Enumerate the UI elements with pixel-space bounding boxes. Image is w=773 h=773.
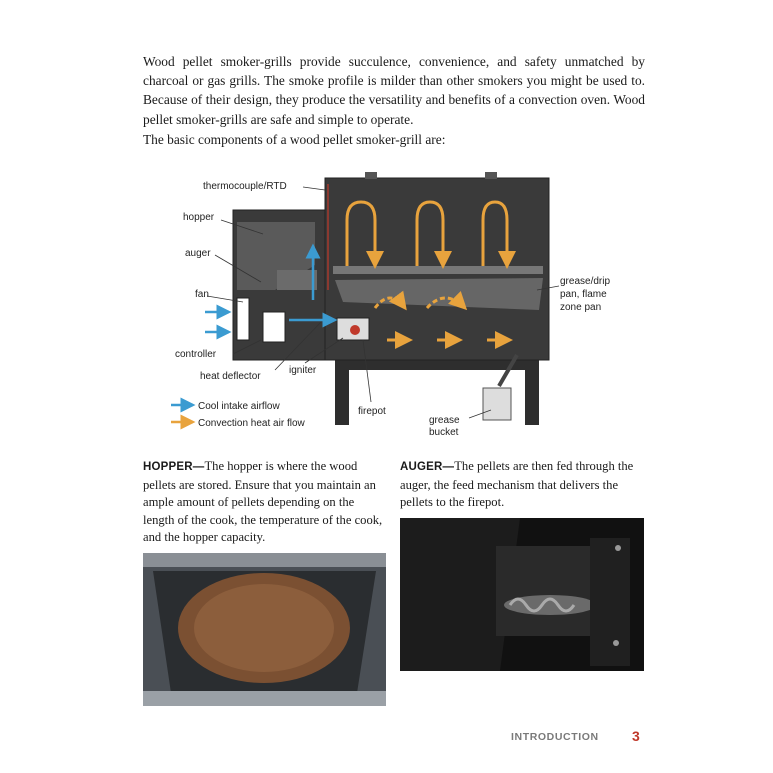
- smoker-grill-diagram: [165, 170, 625, 445]
- auger-text: The pellets are then fed through the auger, the feed mechanism that delivers the pellets to the firepot.: [400, 459, 634, 510]
- auger-description: [400, 458, 645, 512]
- label-igniter: igniter: [289, 365, 317, 376]
- auger-photo: [400, 518, 644, 671]
- svg-text:bucket: bucket: [429, 427, 459, 438]
- label-firepot: firepot: [358, 406, 386, 417]
- label-heat-deflector: heat deflector: [200, 371, 261, 382]
- leg-left: [335, 365, 349, 425]
- components-lead: The basic components of a wood pellet smoker-grill are:: [143, 132, 446, 147]
- cooking-grate: [333, 266, 543, 274]
- label-thermocouple: thermocouple/RTD: [203, 181, 287, 192]
- label-hopper: hopper: [183, 212, 215, 223]
- label-grease-pan: grease/drip: [560, 276, 611, 287]
- auger-heading: AUGER—: [400, 461, 455, 473]
- footer-section-title: INTRODUCTION: [511, 731, 599, 743]
- svg-text:pan, flame: pan, flame: [560, 289, 607, 300]
- intro-paragraph: Wood pellet smoker-grills provide succulence, convenience, and safety unmatched by charcoal or gas grills. The smoke profile is milder than other smokers you might be used to. Because of their design, they produce the versatility and benefits of a convection oven. Wood pellet smoker-grills are safe and simple to operate.: [143, 54, 645, 127]
- label-grease-bucket: grease: [429, 415, 460, 426]
- page-number: 3: [632, 728, 640, 744]
- label-auger: auger: [185, 248, 211, 259]
- grease-bucket-shape: [483, 388, 511, 420]
- legend-convection-label: Convection heat air flow: [198, 418, 305, 429]
- svg-text:zone pan: zone pan: [560, 302, 602, 313]
- label-fan: fan: [195, 289, 209, 300]
- hopper-pellets-photo: [143, 553, 386, 706]
- hopper-description: [143, 458, 383, 547]
- legend-cool-label: Cool intake airflow: [198, 401, 280, 412]
- hopper-heading: HOPPER—: [143, 461, 205, 473]
- leg-right: [525, 365, 539, 425]
- hopper-text: The hopper is where the wood pellets are stored. Ensure that you maintain an ample amount of pellets depending on the length of the cook, the temperature of the cook, and the hopper capacity.: [143, 459, 383, 545]
- label-controller: controller: [175, 349, 217, 360]
